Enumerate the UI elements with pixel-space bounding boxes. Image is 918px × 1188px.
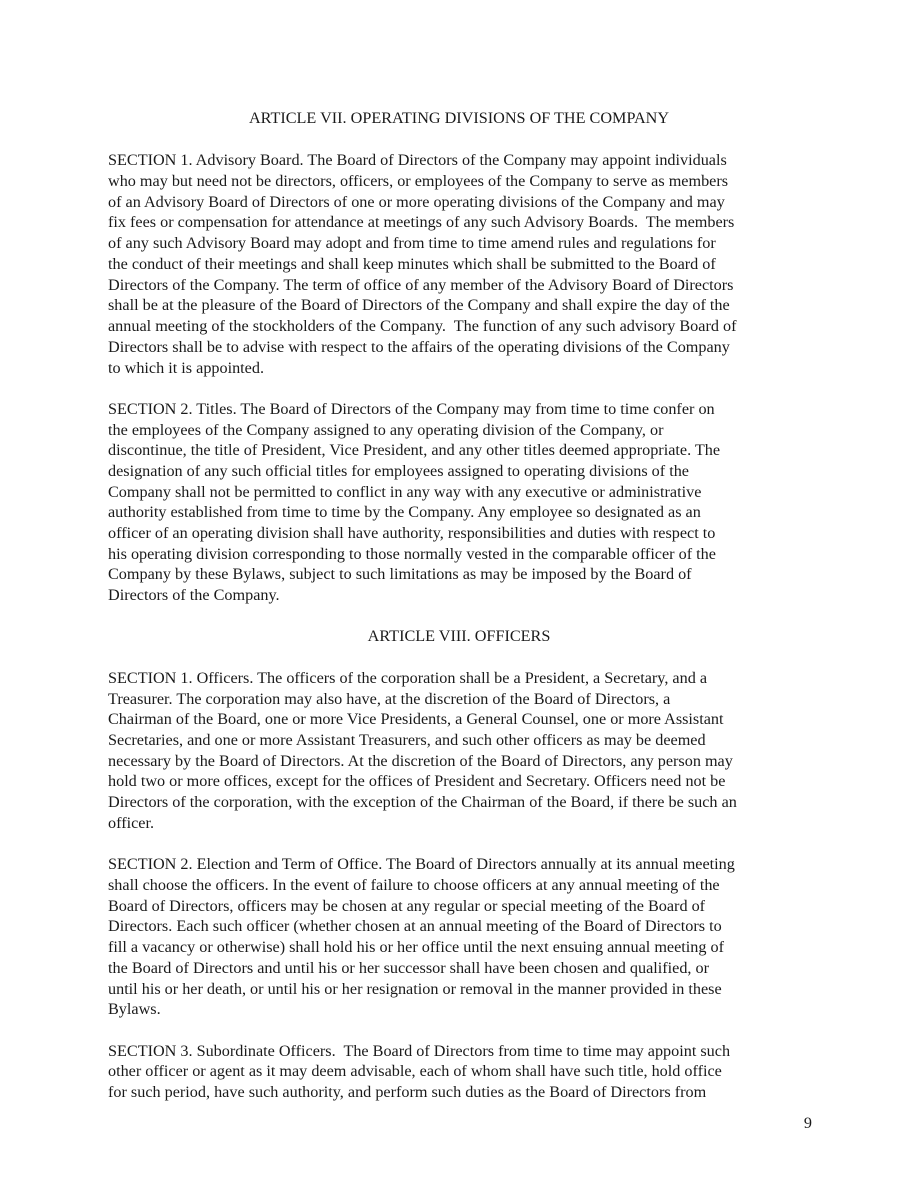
paragraph-line: officer. bbox=[108, 814, 154, 832]
paragraph-line: Treasurer. The corporation may also have, at the discretion of the Board of Directors, a bbox=[108, 690, 671, 708]
paragraph-line: Directors of the Company. bbox=[108, 586, 280, 604]
paragraph-line: Bylaws. bbox=[108, 1000, 161, 1018]
paragraph-line: other officer or agent as it may deem advisable, each of whom shall have such title, hold office bbox=[108, 1062, 722, 1080]
paragraph-line: officer of an operating division shall have authority, responsibilities and duties with respect to bbox=[108, 524, 716, 542]
paragraph-line: fix fees or compensation for attendance at meetings of any such Advisory Boards. The members bbox=[108, 213, 735, 231]
paragraph-line: SECTION 2. Titles. The Board of Directors of the Company may from time to time confer on bbox=[108, 400, 715, 418]
paragraph-line: shall be at the pleasure of the Board of Directors of the Company and shall expire the day of the bbox=[108, 296, 730, 314]
paragraph-line: SECTION 2. Election and Term of Office. The Board of Directors annually at its annual meeting bbox=[108, 855, 735, 873]
article-7-heading: ARTICLE VII. OPERATING DIVISIONS OF THE COMPANY bbox=[248, 109, 670, 127]
paragraph-line: who may but need not be directors, officers, or employees of the Company to serve as members bbox=[108, 172, 729, 190]
paragraph-line: fill a vacancy or otherwise) shall hold his or her office until the next ensuing annual meeting of bbox=[108, 938, 724, 956]
paragraph-line: shall choose the officers. In the event of failure to choose officers at any annual meeting of the bbox=[108, 876, 720, 894]
paragraph-line: Company by these Bylaws, subject to such limitations as may be imposed by the Board of bbox=[108, 565, 692, 583]
paragraph-line: of an Advisory Board of Directors of one or more operating divisions of the Company and may bbox=[108, 193, 725, 211]
paragraph-line: designation of any such official titles for employees assigned to operating divisions of the bbox=[108, 462, 689, 480]
paragraph-line: SECTION 3. Subordinate Officers. The Board of Directors from time to time may appoint such bbox=[108, 1042, 731, 1060]
paragraph-line: authority established from time to time by the Company. Any employee so designated as an bbox=[108, 503, 701, 521]
paragraph-line: to which it is appointed. bbox=[108, 359, 265, 377]
paragraph-line: SECTION 1. Officers. The officers of the corporation shall be a President, a Secretary, and a bbox=[108, 669, 708, 687]
paragraph-line: Directors of the Company. The term of office of any member of the Advisory Board of Directors bbox=[108, 276, 734, 294]
paragraph-line: hold two or more offices, except for the offices of President and Secretary. Officers need not be bbox=[108, 772, 726, 790]
paragraph-line: Directors. Each such officer (whether chosen at an annual meeting of the Board of Directors to bbox=[108, 917, 722, 935]
article-8-heading: ARTICLE VIII. OFFICERS bbox=[367, 627, 551, 645]
page-number: 9 bbox=[803, 1114, 812, 1132]
paragraph-line: of any such Advisory Board may adopt and from time to time amend rules and regulations for bbox=[108, 234, 716, 252]
paragraph-line: SECTION 1. Advisory Board. The Board of Directors of the Company may appoint individuals bbox=[108, 151, 727, 169]
paragraph-line: discontinue, the title of President, Vice President, and any other titles deemed appropriate. The bbox=[108, 441, 721, 459]
paragraph-line: Chairman of the Board, one or more Vice Presidents, a General Counsel, one or more Assistant bbox=[108, 710, 724, 728]
paragraph-line: Directors of the corporation, with the exception of the Chairman of the Board, if there be such an bbox=[108, 793, 737, 811]
paragraph-line: the conduct of their meetings and shall keep minutes which shall be submitted to the Board of bbox=[108, 255, 716, 273]
paragraph-line: Directors shall be to advise with respect to the affairs of the operating divisions of the Company bbox=[108, 338, 730, 356]
paragraph-line: the employees of the Company assigned to any operating division of the Company, or bbox=[108, 421, 664, 439]
paragraph-line: his operating division corresponding to those normally vested in the comparable officer of the bbox=[108, 545, 716, 563]
paragraph-line: annual meeting of the stockholders of the Company. The function of any such advisory Board of bbox=[108, 317, 737, 335]
paragraph-line: necessary by the Board of Directors. At the discretion of the Board of Directors, any person may bbox=[108, 752, 733, 770]
paragraph-line: Board of Directors, officers may be chosen at any regular or special meeting of the Board of bbox=[108, 897, 706, 915]
paragraph-line: Secretaries, and one or more Assistant Treasurers, and such other officers as may be deemed bbox=[108, 731, 706, 749]
paragraph-line: for such period, have such authority, and perform such duties as the Board of Directors from bbox=[108, 1083, 707, 1101]
paragraph-line: the Board of Directors and until his or her successor shall have been chosen and qualified, or bbox=[108, 959, 710, 977]
paragraph-line: until his or her death, or until his or her resignation or removal in the manner provided in these bbox=[108, 980, 722, 998]
paragraph-line: Company shall not be permitted to conflict in any way with any executive or administrative bbox=[108, 483, 702, 501]
